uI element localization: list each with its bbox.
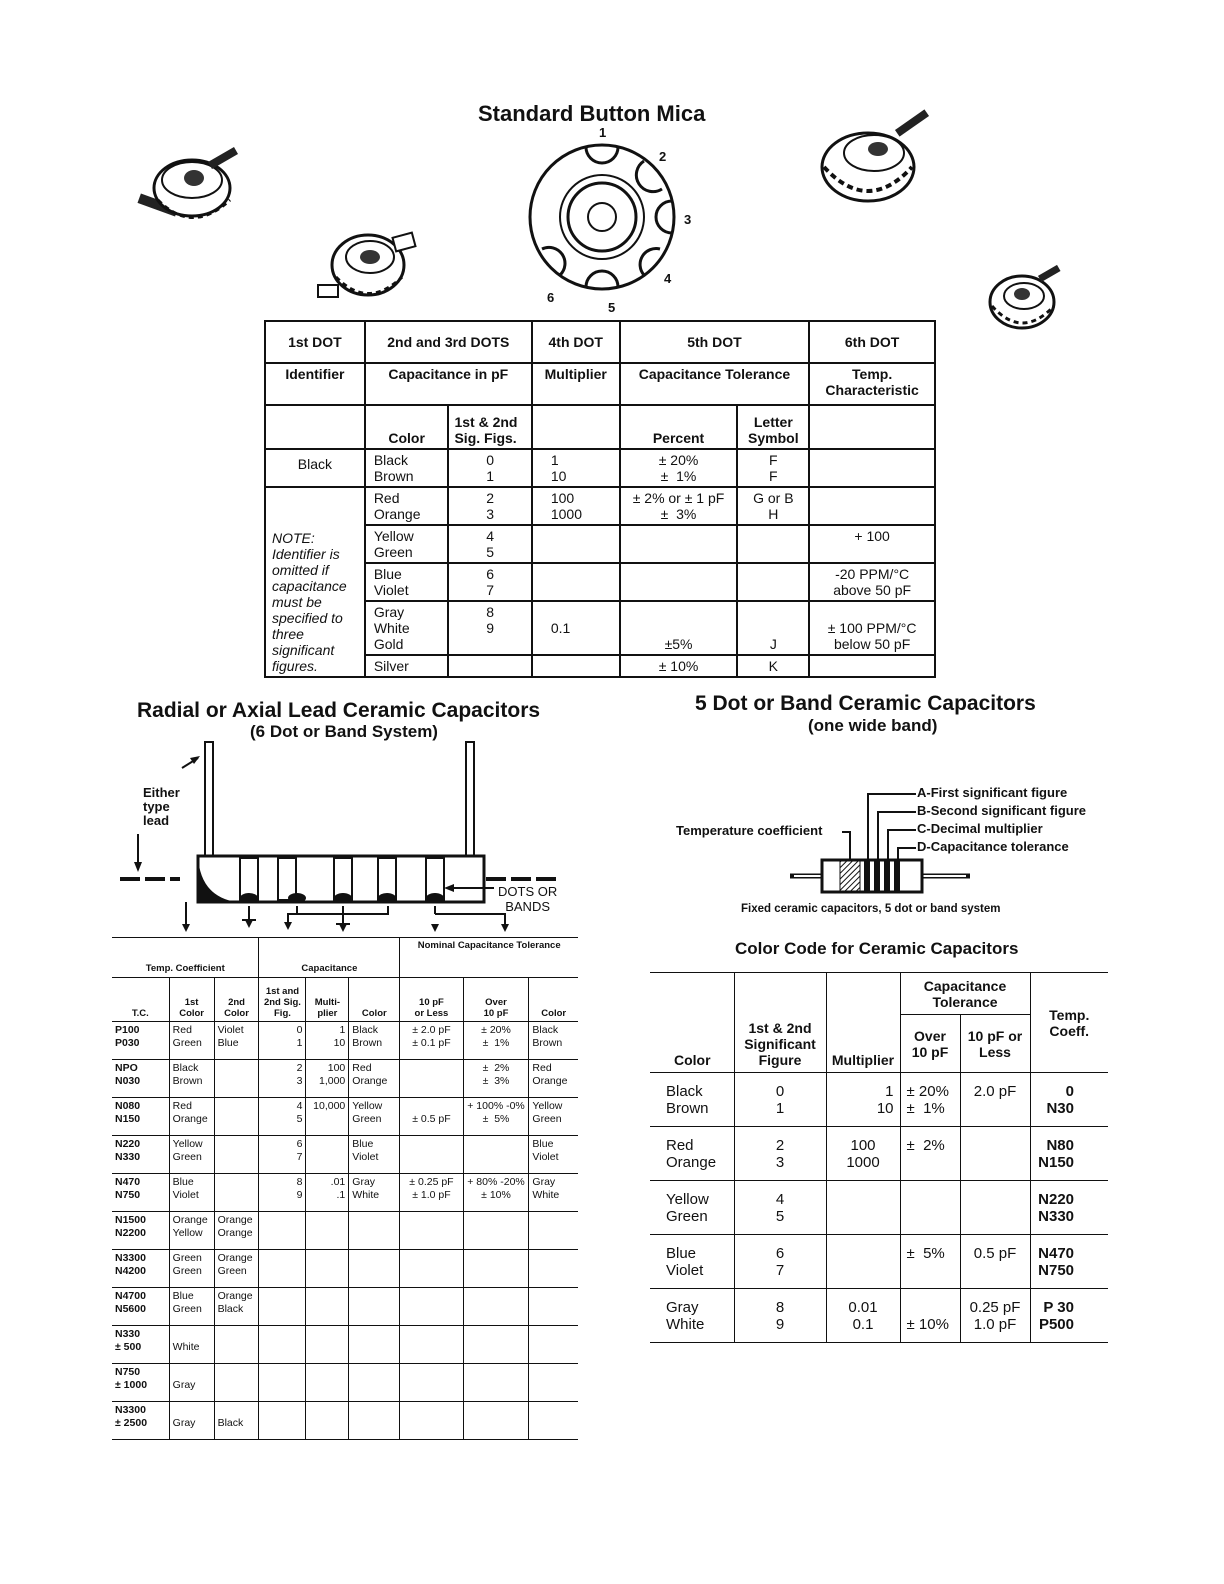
radial-cell-multiplier	[306, 1288, 349, 1326]
ceramic-cell-color: Black Brown	[650, 1073, 734, 1127]
ceramic-cell-color: Gray White	[650, 1289, 734, 1343]
col-over-10pf: Over 10 pF	[463, 978, 529, 1022]
radial-cell-tol-color: Red Orange	[529, 1060, 578, 1098]
radial-cell-second-color	[214, 1060, 259, 1098]
radial-row	[112, 1098, 578, 1136]
mica-pct: ± 10%	[620, 655, 738, 677]
ceramic-cell-less	[960, 1127, 1030, 1181]
header-multiplier: Multiplier	[532, 363, 620, 405]
identifier-black: Black	[265, 449, 365, 487]
radial-cell-tol-10pf	[400, 1060, 463, 1098]
radial-cell-first-color: Yellow Green	[169, 1136, 214, 1174]
ceramic-cell-sig: 4 5	[734, 1181, 826, 1235]
radial-cell-second-color	[214, 1098, 259, 1136]
ceramic-cell-color: Yellow Green	[650, 1181, 734, 1235]
radial-cell-color	[349, 1212, 400, 1250]
radial-cell-multiplier	[306, 1250, 349, 1288]
header-dot23: 2nd and 3rd DOTS	[365, 321, 532, 363]
radial-row	[112, 1060, 578, 1098]
capacitor-illustration-2	[310, 215, 430, 315]
header-temp-char: Temp. Characteristic	[809, 363, 935, 405]
mica-mult: 100 1000	[532, 487, 620, 525]
radial-row	[112, 1364, 578, 1402]
radial-cell-sig-fig: 8 9	[259, 1174, 306, 1212]
radial-cell-first-color: Blue Green	[169, 1288, 214, 1326]
radial-cell-tol-color: Yellow Green	[529, 1098, 578, 1136]
radial-row	[112, 1250, 578, 1288]
ceramic-cell-temp: N470 N750	[1030, 1235, 1108, 1289]
radial-cell-sig-fig: 2 3	[259, 1060, 306, 1098]
mica-pct: ± 2% or ± 1 pF ± 3%	[620, 487, 738, 525]
mica-letter: F F	[737, 449, 809, 487]
col-multiplier: Multi- plier	[306, 978, 349, 1022]
cer-col-temp: Temp. Coeff.	[1030, 973, 1108, 1073]
radial-cell-tol-10pf	[400, 1326, 463, 1364]
mica-temp	[809, 655, 935, 677]
radial-cell-second-color: Black	[214, 1402, 259, 1440]
radial-cell-tc: N470 N750	[112, 1174, 169, 1212]
radial-cell-tol-10pf	[400, 1212, 463, 1250]
radial-cell-tol-10pf	[400, 1364, 463, 1402]
radial-row	[112, 1212, 578, 1250]
radial-color-table	[112, 937, 578, 1440]
dots-or-bands-label: DOTS OR BANDS	[498, 884, 558, 914]
radial-cell-tol-10pf: ± 0.5 pF	[400, 1098, 463, 1136]
ceramic-cell-mult	[826, 1235, 900, 1289]
radial-cell-second-color: Orange Black	[214, 1288, 259, 1326]
header-identifier: Identifier	[265, 363, 365, 405]
radial-cell-multiplier	[306, 1402, 349, 1440]
cer-col-less: 10 pF or Less	[960, 1015, 1030, 1073]
ceramic-row	[650, 1235, 1108, 1289]
radial-cell-tol-color: Gray White	[529, 1174, 578, 1212]
ceramic-cell-temp: N220 N330	[1030, 1181, 1108, 1235]
radial-row	[112, 1402, 578, 1440]
header-cap-tolerance: Capacitance Tolerance	[620, 363, 810, 405]
ceramic-color-table	[650, 972, 1108, 1343]
radial-cell-first-color: Gray	[169, 1402, 214, 1440]
radial-cell-second-color: Orange Green	[214, 1250, 259, 1288]
ceramic-cell-over: ± 20% ± 1%	[900, 1073, 960, 1127]
radial-cell-tol-over: ± 20% ± 1%	[463, 1022, 529, 1060]
radial-cell-tol-10pf: ± 2.0 pF ± 0.1 pF	[400, 1022, 463, 1060]
mica-pct: ± 20% ± 1%	[620, 449, 738, 487]
ceramic-row	[650, 1127, 1108, 1181]
group-tolerance: Nominal Capacitance Tolerance	[400, 938, 578, 978]
header-percent: Percent	[620, 405, 738, 449]
radial-cell-sig-fig	[259, 1402, 306, 1440]
radial-cell-tol-over: + 100% -0% ± 5%	[463, 1098, 529, 1136]
radial-cell-tol-10pf	[400, 1136, 463, 1174]
radial-cell-second-color: Violet Blue	[214, 1022, 259, 1060]
five-dot-subtitle: (one wide band)	[808, 716, 938, 735]
ceramic-cell-less: 2.0 pF	[960, 1073, 1030, 1127]
radial-cell-first-color: Gray	[169, 1364, 214, 1402]
label-second-sig: B-Second significant figure	[917, 803, 1087, 818]
header-letter: Letter Symbol	[737, 405, 809, 449]
mica-temp	[809, 487, 935, 525]
radial-cell-tol-over	[463, 1402, 529, 1440]
radial-cell-tol-10pf	[400, 1288, 463, 1326]
radial-cell-first-color: Green Green	[169, 1250, 214, 1288]
mica-letter: G or B H	[737, 487, 809, 525]
radial-cell-tc: N080 N150	[112, 1098, 169, 1136]
radial-cell-color	[349, 1364, 400, 1402]
capacitor-illustration-1	[130, 140, 250, 240]
radial-cell-tol-color	[529, 1288, 578, 1326]
radial-cell-first-color: Blue Violet	[169, 1174, 214, 1212]
ceramic-cell-over: ± 10%	[900, 1289, 960, 1343]
radial-cell-tol-color	[529, 1326, 578, 1364]
radial-cell-sig-fig	[259, 1250, 306, 1288]
radial-cell-tc: N1500 N2200	[112, 1212, 169, 1250]
mica-temp: ± 100 PPM/°C below 50 pF	[809, 601, 935, 655]
mica-figs: 6 7	[448, 563, 531, 601]
dot-number-6: 6	[547, 290, 555, 305]
radial-cell-second-color	[214, 1136, 259, 1174]
ceramic-cell-temp: N80 N150	[1030, 1127, 1108, 1181]
ceramic-cell-over: ± 2%	[900, 1127, 960, 1181]
radial-cell-sig-fig: 0 1	[259, 1022, 306, 1060]
radial-cell-tc: N3300 N4200	[112, 1250, 169, 1288]
header-dot4: 4th DOT	[532, 321, 620, 363]
col-tc: T.C.	[112, 978, 169, 1022]
radial-cell-tc: NPO N030	[112, 1060, 169, 1098]
radial-cell-tol-10pf	[400, 1250, 463, 1288]
radial-cell-color: Blue Violet	[349, 1136, 400, 1174]
mica-mult	[532, 655, 620, 677]
mica-temp: + 100	[809, 525, 935, 563]
radial-title: Radial or Axial Lead Ceramic Capacitors	[137, 699, 541, 722]
ceramic-cell-color: Red Orange	[650, 1127, 734, 1181]
radial-cell-tol-color: Blue Violet	[529, 1136, 578, 1174]
radial-row	[112, 1326, 578, 1364]
header-dot6: 6th DOT	[809, 321, 935, 363]
radial-subtitle: (6 Dot or Band System)	[250, 722, 438, 741]
mica-figs: 4 5	[448, 525, 531, 563]
mica-title: Standard Button Mica	[478, 101, 706, 126]
col-tol-color: Color	[529, 978, 578, 1022]
label-decimal-mult: C-Decimal multiplier	[917, 821, 1043, 836]
cer-col-over: Over 10 pF	[900, 1015, 960, 1073]
ceramic-cell-over	[900, 1181, 960, 1235]
mica-temp	[809, 449, 935, 487]
mica-mult	[532, 525, 620, 563]
ceramic-title: Color Code for Ceramic Capacitors	[735, 939, 1019, 958]
mica-letter: J	[737, 601, 809, 655]
group-capacitance: Capacitance	[259, 938, 400, 978]
radial-row	[112, 1288, 578, 1326]
mica-colors: Black Brown	[365, 449, 449, 487]
mica-pct	[620, 563, 738, 601]
mica-figs: 0 1	[448, 449, 531, 487]
label-first-sig: A-First significant figure	[917, 785, 1068, 800]
mica-temp: -20 PPM/°C above 50 pF	[809, 563, 935, 601]
dot-number-4: 4	[664, 271, 672, 286]
radial-cell-second-color: Orange Orange	[214, 1212, 259, 1250]
radial-cell-tol-over	[463, 1288, 529, 1326]
radial-cell-second-color	[214, 1364, 259, 1402]
header-color: Color	[365, 405, 449, 449]
radial-cell-tol-color	[529, 1212, 578, 1250]
radial-row	[112, 1022, 578, 1060]
radial-cell-multiplier	[306, 1326, 349, 1364]
identifier-note: NOTE: Identifier is omitted if capacitance must be specified to three significant figures.	[265, 487, 365, 677]
radial-cell-first-color: Black Brown	[169, 1060, 214, 1098]
capacitor-illustration-4	[980, 262, 1070, 342]
button-mica-diagram	[510, 125, 700, 315]
dot-number-2: 2	[659, 149, 667, 164]
header-dot1: 1st DOT	[265, 321, 365, 363]
radial-cell-multiplier: 10,000	[306, 1098, 349, 1136]
mica-letter: K	[737, 655, 809, 677]
radial-cell-sig-fig	[259, 1212, 306, 1250]
radial-cell-tc: N330 ± 500	[112, 1326, 169, 1364]
radial-cell-color	[349, 1326, 400, 1364]
radial-cell-multiplier	[306, 1364, 349, 1402]
cer-col-sig: 1st & 2nd Significant Figure	[734, 973, 826, 1073]
radial-row	[112, 1174, 578, 1212]
ceramic-cell-sig: 6 7	[734, 1235, 826, 1289]
mica-mult	[532, 563, 620, 601]
radial-cell-tol-over	[463, 1136, 529, 1174]
header-dot5: 5th DOT	[620, 321, 810, 363]
cer-col-mult: Multiplier	[826, 973, 900, 1073]
radial-cell-color: Black Brown	[349, 1022, 400, 1060]
mica-mult: 0.1	[532, 601, 620, 655]
radial-cell-second-color	[214, 1326, 259, 1364]
radial-cell-multiplier	[306, 1136, 349, 1174]
col-10pf-or-less: 10 pF or Less	[400, 978, 463, 1022]
five-dot-caption: Fixed ceramic capacitors, 5 dot or band system	[741, 903, 1001, 915]
five-dot-title: 5 Dot or Band Ceramic Capacitors	[695, 692, 1036, 715]
radial-cell-tol-over: + 80% -20% ± 10%	[463, 1174, 529, 1212]
radial-cell-color	[349, 1288, 400, 1326]
ceramic-cell-less: 0.25 pF 1.0 pF	[960, 1289, 1030, 1343]
cer-col-color: Color	[650, 973, 734, 1073]
col-sig-fig: 1st and 2nd Sig. Fig.	[259, 978, 306, 1022]
radial-cell-multiplier: 1 10	[306, 1022, 349, 1060]
ceramic-cell-mult: 1 10	[826, 1073, 900, 1127]
capacitor-illustration-3	[810, 105, 940, 215]
ceramic-row	[650, 1181, 1108, 1235]
dot-number-5: 5	[608, 300, 616, 315]
radial-cell-tol-over: ± 2% ± 3%	[463, 1060, 529, 1098]
either-type-lead-label: Either type lead	[143, 785, 180, 828]
radial-cell-second-color	[214, 1174, 259, 1212]
radial-cell-color: Red Orange	[349, 1060, 400, 1098]
ceramic-cell-temp: 0 N30	[1030, 1073, 1108, 1127]
radial-cell-tol-over	[463, 1326, 529, 1364]
mica-figs: 8 9	[448, 601, 531, 655]
col-1st-color: 1st Color	[169, 978, 214, 1022]
radial-cell-color	[349, 1402, 400, 1440]
ceramic-cell-sig: 0 1	[734, 1073, 826, 1127]
radial-cell-tol-color	[529, 1250, 578, 1288]
mica-colors: Red Orange	[365, 487, 449, 525]
radial-cell-tol-color: Black Brown	[529, 1022, 578, 1060]
ceramic-cell-over: ± 5%	[900, 1235, 960, 1289]
radial-cell-tc: N4700 N5600	[112, 1288, 169, 1326]
mica-pct: ±5%	[620, 601, 738, 655]
mica-colors: Yellow Green	[365, 525, 449, 563]
mica-colors: Gray White Gold	[365, 601, 449, 655]
radial-cell-tol-over	[463, 1212, 529, 1250]
dot-number-3: 3	[684, 212, 692, 227]
radial-cell-tc: N3300 ± 2500	[112, 1402, 169, 1440]
radial-cell-tol-10pf	[400, 1402, 463, 1440]
radial-cell-color: Gray White	[349, 1174, 400, 1212]
radial-cell-multiplier: .01 .1	[306, 1174, 349, 1212]
radial-row	[112, 1136, 578, 1174]
mica-pct	[620, 525, 738, 563]
header-capacitance: Capacitance in pF	[365, 363, 532, 405]
radial-cell-tol-over	[463, 1250, 529, 1288]
ceramic-cell-sig: 2 3	[734, 1127, 826, 1181]
mica-figs	[448, 655, 531, 677]
radial-cell-color: Yellow Green	[349, 1098, 400, 1136]
radial-cell-sig-fig: 4 5	[259, 1098, 306, 1136]
mica-color-table	[264, 320, 936, 678]
ceramic-cell-less: 0.5 pF	[960, 1235, 1030, 1289]
radial-cell-tol-color	[529, 1402, 578, 1440]
mica-mult: 1 10	[532, 449, 620, 487]
group-temp-coefficient: Temp. Coefficient	[112, 938, 259, 978]
ceramic-cell-sig: 8 9	[734, 1289, 826, 1343]
radial-cell-tc: N750 ± 1000	[112, 1364, 169, 1402]
ceramic-cell-mult: 100 1000	[826, 1127, 900, 1181]
radial-cell-first-color: White	[169, 1326, 214, 1364]
ceramic-cell-color: Blue Violet	[650, 1235, 734, 1289]
radial-cell-color	[349, 1250, 400, 1288]
cer-col-tol: Capacitance Tolerance	[900, 973, 1030, 1015]
radial-cell-sig-fig: 6 7	[259, 1136, 306, 1174]
radial-cell-tol-over	[463, 1364, 529, 1402]
radial-cell-tc: P100 P030	[112, 1022, 169, 1060]
mica-letter	[737, 525, 809, 563]
mica-letter	[737, 563, 809, 601]
col-color: Color	[349, 978, 400, 1022]
radial-cell-sig-fig	[259, 1326, 306, 1364]
ceramic-row	[650, 1073, 1108, 1127]
ceramic-cell-mult	[826, 1181, 900, 1235]
col-2nd-color: 2nd Color	[214, 978, 259, 1022]
header-sig-figs: 1st & 2nd Sig. Figs.	[448, 405, 531, 449]
mica-colors: Blue Violet	[365, 563, 449, 601]
radial-cell-multiplier	[306, 1212, 349, 1250]
ceramic-row	[650, 1289, 1108, 1343]
radial-cell-first-color: Orange Yellow	[169, 1212, 214, 1250]
radial-cell-tol-10pf: ± 0.25 pF ± 1.0 pF	[400, 1174, 463, 1212]
radial-cell-sig-fig	[259, 1364, 306, 1402]
dot-number-1: 1	[599, 125, 607, 140]
label-cap-tolerance: D-Capacitance tolerance	[917, 839, 1069, 854]
radial-cell-tol-color	[529, 1364, 578, 1402]
ceramic-cell-temp: P 30 P500	[1030, 1289, 1108, 1343]
radial-cell-first-color: Red Orange	[169, 1098, 214, 1136]
radial-cell-multiplier: 100 1,000	[306, 1060, 349, 1098]
radial-cell-tc: N220 N330	[112, 1136, 169, 1174]
radial-cell-sig-fig	[259, 1288, 306, 1326]
radial-cell-first-color: Red Green	[169, 1022, 214, 1060]
ceramic-cell-mult: 0.01 0.1	[826, 1289, 900, 1343]
mica-figs: 2 3	[448, 487, 531, 525]
label-temp-coefficient: Temperature coefficient	[676, 823, 823, 838]
mica-colors: Silver	[365, 655, 449, 677]
ceramic-cell-less	[960, 1181, 1030, 1235]
